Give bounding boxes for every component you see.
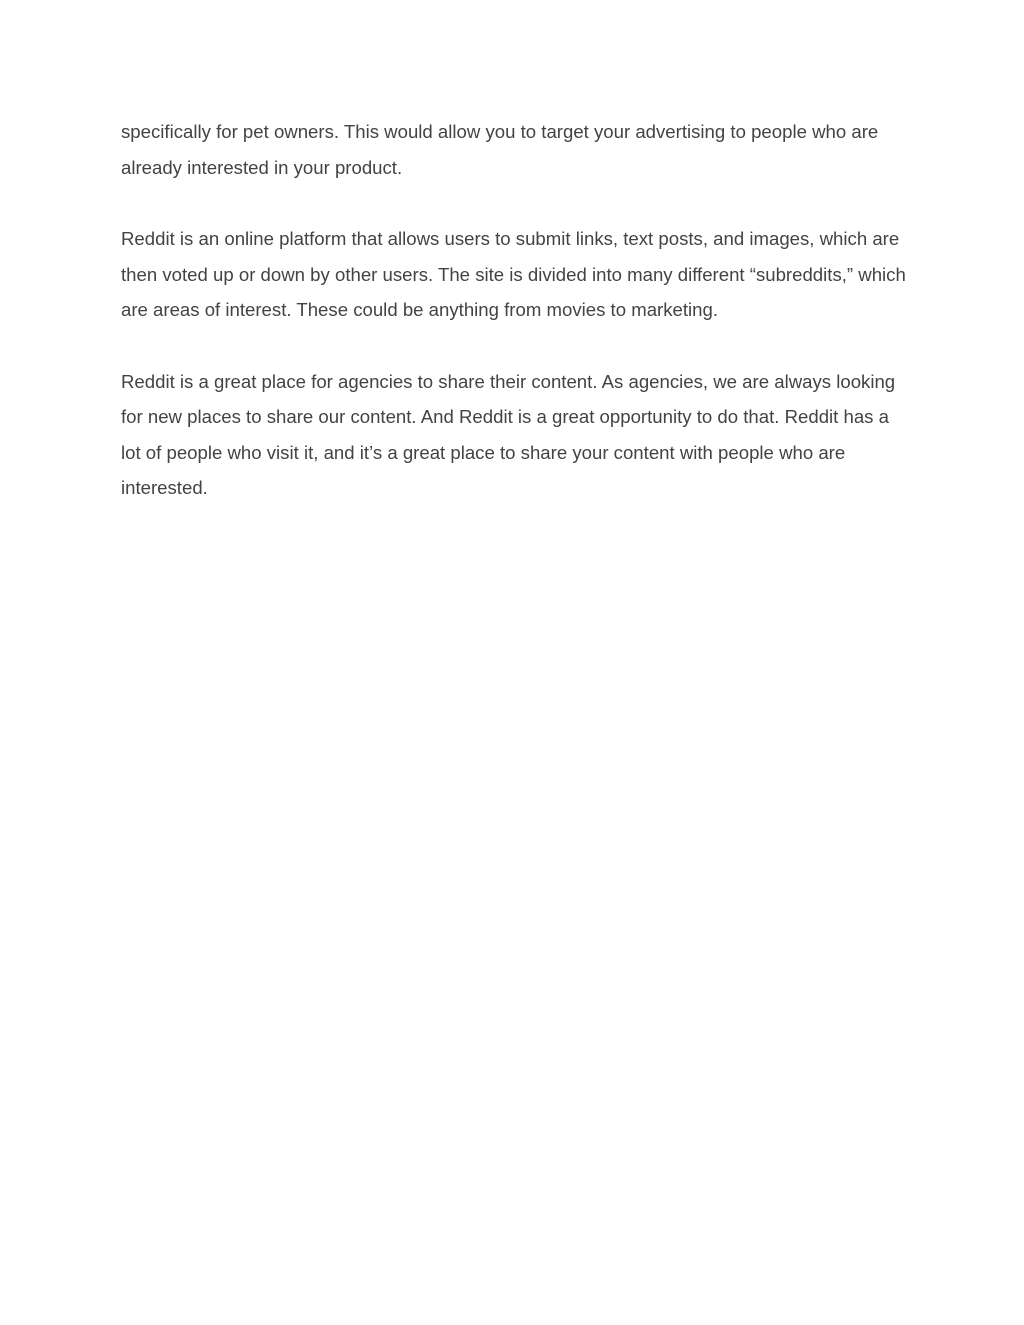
paragraph-reddit-overview: Reddit is an online platform that allows users to submit links, text posts, and images, which are then voted up or down by other users. The site is divided into many different “subreddits,” which are areas of interest. These could be anything from movies to marketing. <box>121 228 906 320</box>
paragraph-reddit-agencies: Reddit is a great place for agencies to share their content. As agencies, we are always looking for new places to share our content. And Reddit is a great opportunity to do that. Reddit has a lot of people who visit it, and it’s a great place to share your content with people who are interested. <box>121 370 896 498</box>
document-body <box>121 114 911 506</box>
paragraph-pet-owners: specifically for pet owners. This would allow you to target your advertising to people who are already interested in your product. <box>121 121 879 178</box>
